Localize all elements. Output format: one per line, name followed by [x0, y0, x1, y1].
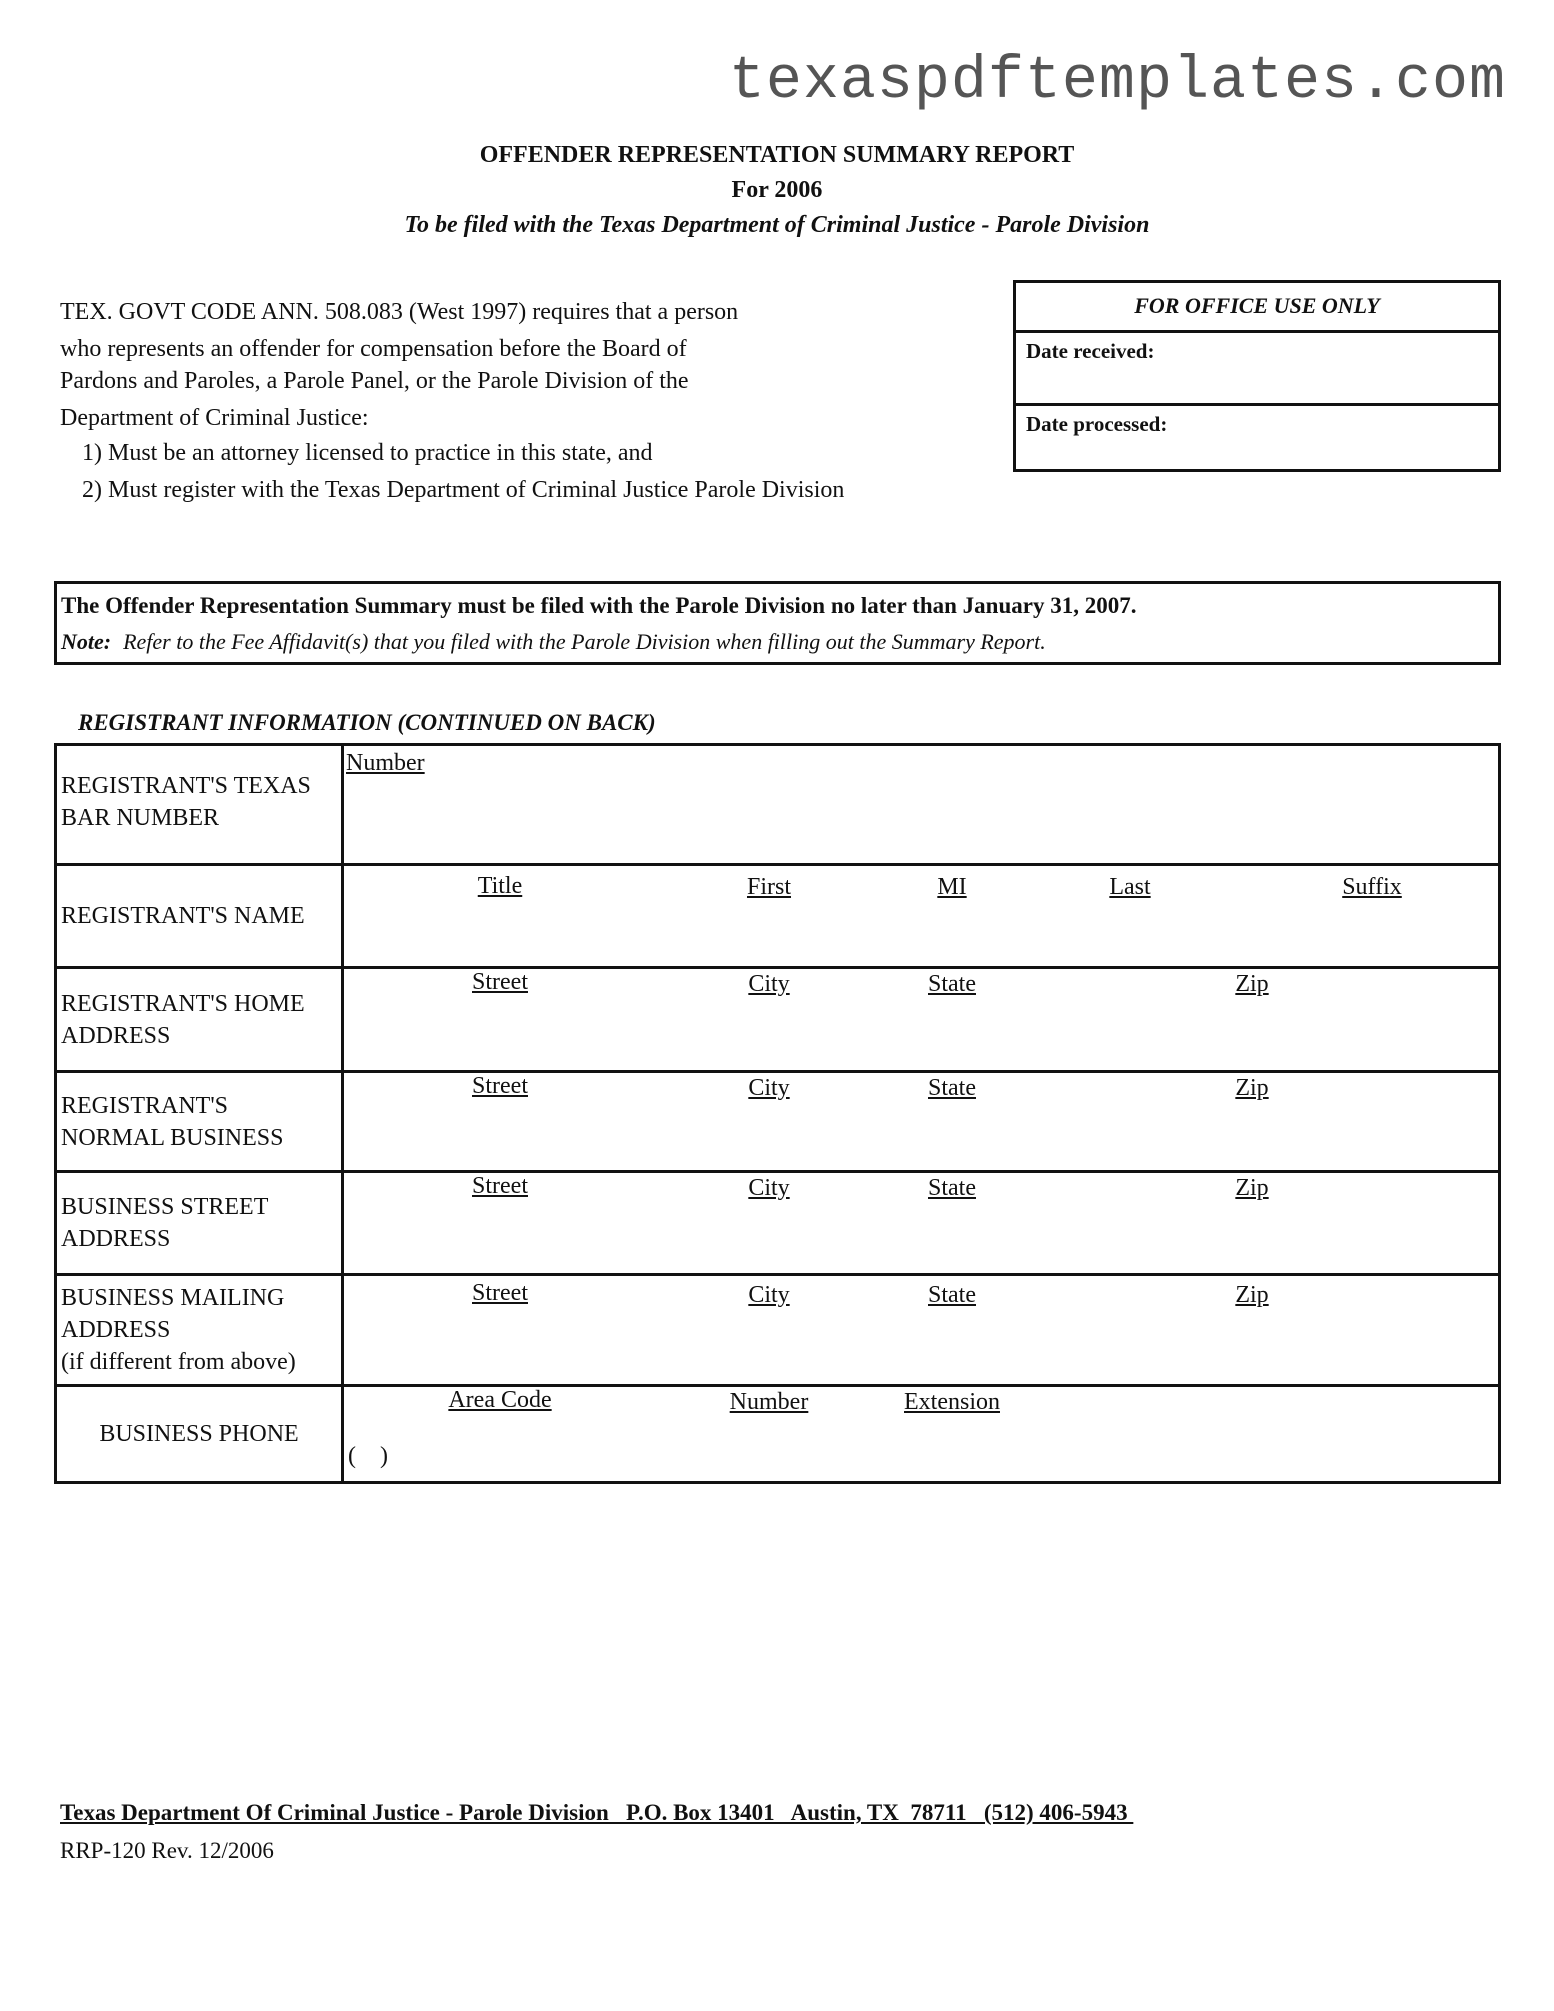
sub-city: City — [748, 1075, 790, 1101]
sub-number: Number — [729, 1389, 809, 1415]
business-phone-field[interactable] — [343, 1386, 1500, 1483]
area-code-parens: ( ) — [348, 1443, 388, 1469]
sub-state: State — [928, 971, 976, 997]
form-revision: RRP-120 Rev. 12/2006 — [60, 1838, 274, 1863]
row-business-mailing — [56, 1275, 1500, 1386]
sub-title: Title — [477, 873, 523, 899]
office-use-heading: FOR OFFICE USE ONLY — [1016, 283, 1498, 333]
sub-state: State — [928, 1175, 976, 1201]
date-received-field: Date received: — [1026, 339, 1155, 363]
section-heading: REGISTRANT INFORMATION (CONTINUED ON BACK) — [78, 710, 656, 735]
sub-zip: Zip — [1235, 1175, 1269, 1201]
normal-business-field[interactable] — [343, 1072, 1500, 1172]
bar-number-field[interactable] — [343, 745, 1500, 865]
business-mailing-field[interactable] — [343, 1275, 1500, 1386]
statute-intro — [60, 294, 1000, 509]
name-label: REGISTRANT'S NAME — [56, 865, 343, 968]
registrant-table — [54, 743, 1501, 1484]
filing-deadline-notice — [54, 581, 1501, 665]
sub-zip: Zip — [1235, 1282, 1269, 1308]
row-normal-business — [56, 1072, 1500, 1172]
requirement-item: 2) Must register with the Texas Department of Criminal Justice Parole Division — [82, 477, 845, 503]
name-field[interactable] — [343, 865, 1500, 968]
sub-street: Street — [472, 969, 528, 995]
office-use-box — [1013, 280, 1501, 472]
sub-suffix: Suffix — [1342, 874, 1402, 900]
deadline-text: The Offender Representation Summary must be filed with the Parole Division no later than January 31, 2007. — [61, 593, 1137, 618]
sub-first: First — [746, 874, 792, 900]
form-title: OFFENDER REPRESENTATION SUMMARY REPORT — [479, 142, 1075, 168]
note-label: Note: — [61, 629, 112, 654]
form-year: For 2006 — [731, 177, 823, 203]
sub-area-code: Area Code — [448, 1387, 552, 1413]
intro-line: Pardons and Paroles, a Parole Panel, or the Parole Division of the — [60, 368, 689, 394]
sub-city: City — [748, 1175, 790, 1201]
sub-state: State — [928, 1282, 976, 1308]
intro-line: TEX. GOVT CODE ANN. 508.083 (West 1997) requires that a person — [60, 299, 739, 325]
business-street-label: BUSINESS STREET ADDRESS — [56, 1172, 343, 1275]
intro-line: who represents an offender for compensation before the Board of — [60, 336, 687, 362]
sub-number: Number — [346, 750, 425, 776]
sub-mi: MI — [937, 874, 967, 900]
business-street-field[interactable] — [343, 1172, 1500, 1275]
sub-last: Last — [1109, 874, 1151, 900]
business-mailing-label: BUSINESS MAILING ADDRESS (if different from above) — [56, 1275, 343, 1386]
sub-zip: Zip — [1235, 1075, 1269, 1101]
note-text: Refer to the Fee Affidavit(s) that you filed with the Parole Division when filling out the Summary Report. — [123, 629, 1046, 654]
sub-state: State — [928, 1075, 976, 1101]
normal-business-label: REGISTRANT'S NORMAL BUSINESS — [56, 1072, 343, 1172]
row-bar-number — [56, 745, 1500, 865]
intro-line: Department of Criminal Justice: — [60, 405, 369, 431]
business-phone-label: BUSINESS PHONE — [56, 1386, 343, 1483]
row-name — [56, 865, 1500, 968]
home-address-field[interactable] — [343, 968, 1500, 1072]
date-processed-field: Date processed: — [1016, 403, 1498, 473]
row-business-street — [56, 1172, 1500, 1275]
watermark: texaspdftemplates.com — [728, 48, 1506, 116]
note-line — [61, 624, 1494, 660]
requirement-item: 1) Must be an attorney licensed to practice in this state, and — [82, 440, 653, 466]
sub-extension: Extension — [904, 1389, 1000, 1415]
sub-street: Street — [472, 1073, 528, 1099]
sub-city: City — [748, 971, 790, 997]
sub-street: Street — [472, 1173, 528, 1199]
filing-instruction: To be filed with the Texas Department of Criminal Justice - Parole Division — [404, 212, 1150, 238]
agency-address: Texas Department Of Criminal Justice - Parole Division P.O. Box 13401 Austin, TX 78711 (512) 406-5943 — [60, 1800, 1134, 1825]
row-business-phone — [56, 1386, 1500, 1483]
sub-street: Street — [472, 1280, 528, 1306]
home-address-label: REGISTRANT'S HOME ADDRESS — [56, 968, 343, 1072]
row-home-address — [56, 968, 1500, 1072]
sub-city: City — [748, 1282, 790, 1308]
bar-number-label: REGISTRANT'S TEXAS BAR NUMBER — [56, 745, 343, 865]
sub-zip: Zip — [1235, 971, 1269, 997]
